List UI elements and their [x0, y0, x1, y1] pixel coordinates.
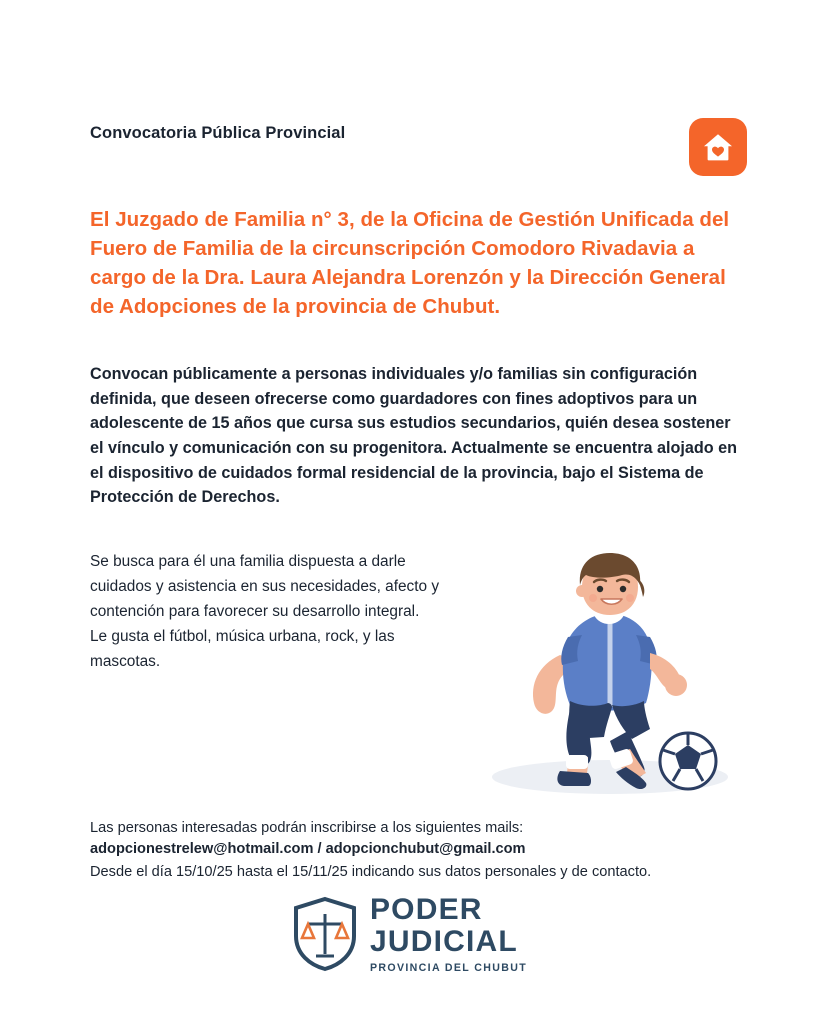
contact-dates: Desde el día 15/10/25 hasta el 15/11/25 indicando sus datos personales y de contacto.	[90, 864, 652, 881]
house-heart-logo-badge	[689, 118, 747, 176]
body-light-paragraph-1: Se busca para él una familia dispuesta a darle cuidados y asistencia en sus necesidades, afecto y contención para favorecer su desarrollo integral.	[90, 553, 440, 620]
logo-word-poder: PODER	[369, 893, 483, 926]
body-light-block	[90, 550, 450, 675]
house-heart-icon	[701, 130, 735, 164]
boy-playing-soccer-illustration	[460, 505, 760, 805]
contact-intro: Las personas interesadas podrán inscribirse a los siguientes mails:	[90, 820, 524, 836]
headline-text: El Juzgado de Familia n° 3, de la Oficina de Gestión Unificada del Fuero de Familia de la circunscripción Comodoro Rivadavia a cargo de la Dra. Laura Alejandra Lorenzón y la Dirección General de Adopciones de la provincia de Chubut.	[90, 208, 730, 319]
body-bold-paragraph: Convocan públicamente a personas individuales y/o familias sin configuración definida, que deseen ofrecerse como guardadores con fines adoptivos para un adolescente de 15 años que cursa sus estudios secundarios, quién desea sostener el vínculo y comunicación con su progenitora. Actualmente se encuentra alojado en el dispositivo de cuidados formal residencial de la provincia, bajo el Sistema de Protección de Derechos.	[90, 365, 738, 507]
page-title: Convocatoria Pública Provincial	[90, 124, 346, 142]
body-light-paragraph-2: Le gusta el fútbol, música urbana, rock, y las mascotas.	[90, 627, 395, 670]
shield-scales-icon	[292, 896, 358, 972]
contact-emails[interactable]: adopcionestrelew@hotmail.com / adopcionchubut@gmail.com	[90, 840, 526, 857]
poder-judicial-wordmark	[370, 895, 527, 974]
header	[90, 118, 747, 176]
footer-contact	[90, 818, 730, 883]
logo-word-judicial: JUDICIAL	[369, 925, 518, 958]
logo-subtitle: PROVINCIA DEL CHUBUT	[369, 962, 528, 974]
poder-judicial-logo	[0, 895, 819, 974]
